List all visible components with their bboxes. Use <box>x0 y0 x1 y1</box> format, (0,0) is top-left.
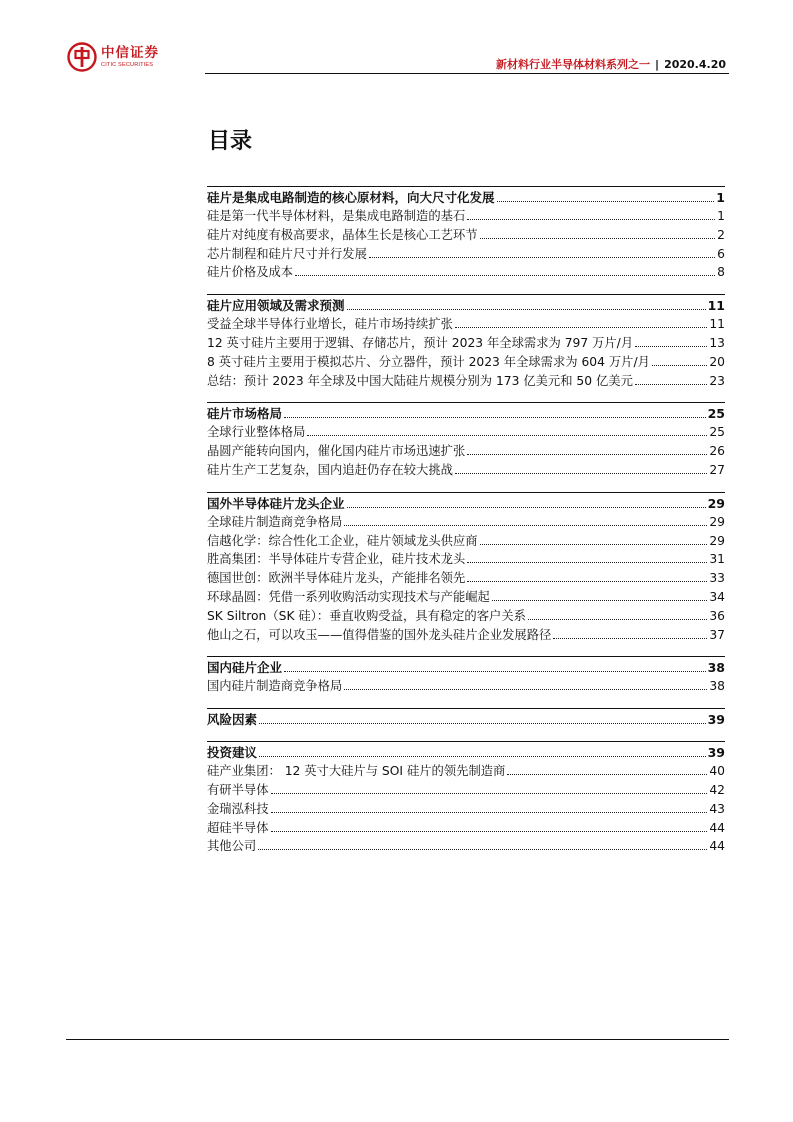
toc-page-number: 40 <box>709 764 725 779</box>
toc-section <box>207 708 725 728</box>
toc-section-heading[interactable] <box>207 492 725 512</box>
toc-entry[interactable] <box>207 587 725 606</box>
toc-page-number: 37 <box>709 627 725 642</box>
toc-entry[interactable] <box>207 441 725 460</box>
toc-entry-title: 全球硅片制造商竞争格局 <box>207 514 343 529</box>
toc-entry-title: 8 英寸硅片主要用于模拟芯片、分立器件，预计 2023 年全球需求为 604 万片/月 <box>207 354 650 369</box>
toc-entry-title: 硅是第一代半导体材料，是集成电路制造的基石 <box>207 209 466 223</box>
toc-entry[interactable] <box>207 606 725 625</box>
toc-leader-dots <box>480 544 708 545</box>
toc-entry[interactable] <box>207 549 725 568</box>
toc-entry-title: 全球行业整体格局 <box>207 425 306 440</box>
toc-entry[interactable] <box>207 314 725 333</box>
toc-leader-dots <box>307 435 707 436</box>
toc-page-number: 25 <box>707 406 725 422</box>
toc-leader-dots <box>259 723 706 724</box>
toc-entry[interactable] <box>207 676 725 695</box>
logo-english-name: CITIC SECURITIES <box>101 61 154 68</box>
toc-section-title: 国外半导体硅片龙头企业 <box>207 495 345 511</box>
toc-leader-dots <box>344 525 707 526</box>
toc-entry-title: 硅片价格及成本 <box>207 265 294 280</box>
toc-entry[interactable] <box>207 422 725 441</box>
toc-page-number: 11 <box>707 298 725 314</box>
toc-page-number: 29 <box>709 514 725 529</box>
toc-entry[interactable] <box>207 836 725 855</box>
header-separator: | <box>655 58 660 71</box>
toc-page-number: 44 <box>709 839 725 854</box>
report-date: 2020.4.20 <box>664 58 726 71</box>
toc-section <box>207 294 725 389</box>
toc-leader-dots <box>259 756 706 757</box>
toc-entry-title: 其他公司 <box>207 839 257 854</box>
toc-leader-dots <box>492 600 708 601</box>
toc-entry-title: 超硅半导体 <box>207 820 269 835</box>
toc-entry[interactable] <box>207 780 725 799</box>
toc-page-number: 2 <box>717 227 725 242</box>
toc-page-number: 26 <box>709 444 725 459</box>
company-logo <box>67 40 159 74</box>
toc-leader-dots <box>467 562 707 563</box>
toc-entry[interactable] <box>207 371 725 390</box>
toc-entry[interactable] <box>207 512 725 531</box>
toc-entry-title: 胜高集团：半导体硅片专营企业，硅片技术龙头 <box>207 552 466 567</box>
toc-page-number: 23 <box>709 373 725 388</box>
toc-entry-title: 有研半导体 <box>207 782 269 797</box>
toc-page-number: 39 <box>707 745 725 761</box>
toc-section-title: 硅片市场格局 <box>207 406 283 422</box>
toc-title: 目录 <box>208 129 253 154</box>
toc-leader-dots <box>271 812 708 813</box>
toc-entry-title: 国内硅片制造商竞争格局 <box>207 679 343 694</box>
toc-entry[interactable] <box>207 568 725 587</box>
toc-section <box>207 492 725 644</box>
toc-entry[interactable] <box>207 531 725 550</box>
toc-leader-dots <box>652 365 707 366</box>
toc-section-heading[interactable] <box>207 656 725 676</box>
toc-leader-dots <box>497 201 715 202</box>
toc-leader-dots <box>284 417 706 418</box>
toc-section <box>207 402 725 478</box>
toc-entry-title: SK Siltron（SK 硅）：垂直收购受益，具有稳定的客户关系 <box>207 608 526 623</box>
toc-section-heading[interactable] <box>207 741 725 761</box>
toc-entry[interactable] <box>207 799 725 818</box>
toc-entry-title: 硅产业集团： 12 英寸大硅片与 SOI 硅片的领先制造商 <box>207 764 506 779</box>
toc-page-number: 8 <box>717 265 725 280</box>
toc-page-number: 31 <box>709 552 725 567</box>
toc-leader-dots <box>507 774 707 775</box>
toc-leader-dots <box>284 671 706 672</box>
toc-page-number: 39 <box>707 712 725 728</box>
report-series-title: 新材料行业半导体材料系列之一 <box>496 58 651 71</box>
toc-entry[interactable] <box>207 262 725 281</box>
toc-section-heading[interactable] <box>207 402 725 422</box>
toc-entry[interactable] <box>207 206 725 225</box>
toc-leader-dots <box>344 689 707 690</box>
toc-leader-dots <box>295 275 715 276</box>
toc-entry-title: 硅片对纯度有极高要求，晶体生长是核心工艺环节 <box>207 227 478 242</box>
header-divider <box>205 73 729 74</box>
toc-leader-dots <box>258 849 707 850</box>
toc-entry-title: 12 英寸硅片主要用于逻辑、存储芯片，预计 2023 年全球需求为 797 万片/月 <box>207 335 634 350</box>
toc-page-number: 29 <box>709 533 725 548</box>
toc-section-heading[interactable] <box>207 708 725 728</box>
toc-leader-dots <box>467 219 715 220</box>
toc-entry-title: 信越化学：综合性化工企业，硅片领域龙头供应商 <box>207 533 478 548</box>
toc-leader-dots <box>271 793 708 794</box>
logo-chinese-name: 中信证券 <box>101 44 159 61</box>
toc-section-heading[interactable] <box>207 294 725 314</box>
toc-entry[interactable] <box>207 761 725 780</box>
toc-page-number: 33 <box>709 571 725 586</box>
toc-leader-dots <box>635 346 707 347</box>
toc-section <box>207 741 725 855</box>
toc-page-number: 1 <box>716 190 725 205</box>
toc-leader-dots <box>455 473 707 474</box>
footer-divider <box>66 1039 729 1040</box>
toc-entry-title: 环球晶圆：凭借一系列收购活动实现技术与产能崛起 <box>207 589 490 604</box>
toc-leader-dots <box>467 581 707 582</box>
toc-page-number: 44 <box>709 820 725 835</box>
toc-page-number: 38 <box>709 679 725 694</box>
toc-page-number: 11 <box>709 317 725 332</box>
toc-entry-title: 他山之石，可以攻玉——值得借鉴的国外龙头硅片企业发展路径 <box>207 627 552 642</box>
report-header <box>496 56 726 72</box>
toc-section <box>207 186 725 281</box>
toc-entry-title: 受益全球半导体行业增长，硅片市场持续扩张 <box>207 317 453 332</box>
toc-section <box>207 656 725 695</box>
toc-entry[interactable] <box>207 244 725 263</box>
toc-page-number: 1 <box>717 209 725 223</box>
toc-entry-title: 芯片制程和硅片尺寸并行发展 <box>207 246 367 261</box>
toc-page-number: 34 <box>709 589 725 604</box>
toc-entry-title: 金瑞泓科技 <box>207 801 269 816</box>
toc-entry-title: 硅片生产工艺复杂，国内追赶仍存在较大挑战 <box>207 462 453 477</box>
toc-section-title: 硅片是集成电路制造的核心原材料，向大尺寸化发展 <box>207 190 495 205</box>
toc-leader-dots <box>553 638 707 639</box>
toc-entry-title: 晶圆产能转向国内，催化国内硅片市场迅速扩张 <box>207 444 466 459</box>
toc-section-title: 风险因素 <box>207 712 258 728</box>
toc-entry[interactable] <box>207 352 725 371</box>
toc-leader-dots <box>455 327 707 328</box>
toc-page-number: 6 <box>717 246 725 261</box>
toc-section-heading[interactable] <box>207 186 725 206</box>
toc-entry-title: 总结：预计 2023 年全球及中国大陆硅片规模分别为 173 亿美元和 50 亿美元 <box>207 373 633 388</box>
toc-section-title: 投资建议 <box>207 745 258 761</box>
toc-page-number: 27 <box>709 462 725 477</box>
toc-leader-dots <box>369 257 715 258</box>
toc-page-number: 25 <box>709 425 725 440</box>
toc-page-number: 36 <box>709 608 725 623</box>
toc-entry[interactable] <box>207 818 725 837</box>
toc-page-number: 29 <box>707 495 725 511</box>
toc-page-number: 38 <box>707 660 725 676</box>
toc-leader-dots <box>271 831 708 832</box>
citic-logo-icon <box>67 42 97 72</box>
toc-leader-dots <box>635 384 707 385</box>
toc-page-number: 42 <box>709 782 725 797</box>
toc-page-number: 43 <box>709 801 725 816</box>
toc-page-number: 13 <box>709 335 725 350</box>
toc-leader-dots <box>480 238 716 239</box>
toc-section-title: 硅片应用领域及需求预测 <box>207 298 345 314</box>
toc-leader-dots <box>347 309 706 310</box>
toc-entry-title: 德国世创：欧洲半导体硅片龙头，产能排名领先 <box>207 571 466 586</box>
toc-leader-dots <box>467 454 707 455</box>
toc-leader-dots <box>528 619 707 620</box>
toc-entry[interactable] <box>207 225 725 244</box>
toc-entry[interactable] <box>207 333 725 352</box>
toc-section-title: 国内硅片企业 <box>207 660 283 676</box>
toc-entry[interactable] <box>207 460 725 479</box>
toc-leader-dots <box>347 507 706 508</box>
toc-entry[interactable] <box>207 625 725 644</box>
toc-page-number: 20 <box>709 354 725 369</box>
table-of-contents <box>207 186 725 868</box>
